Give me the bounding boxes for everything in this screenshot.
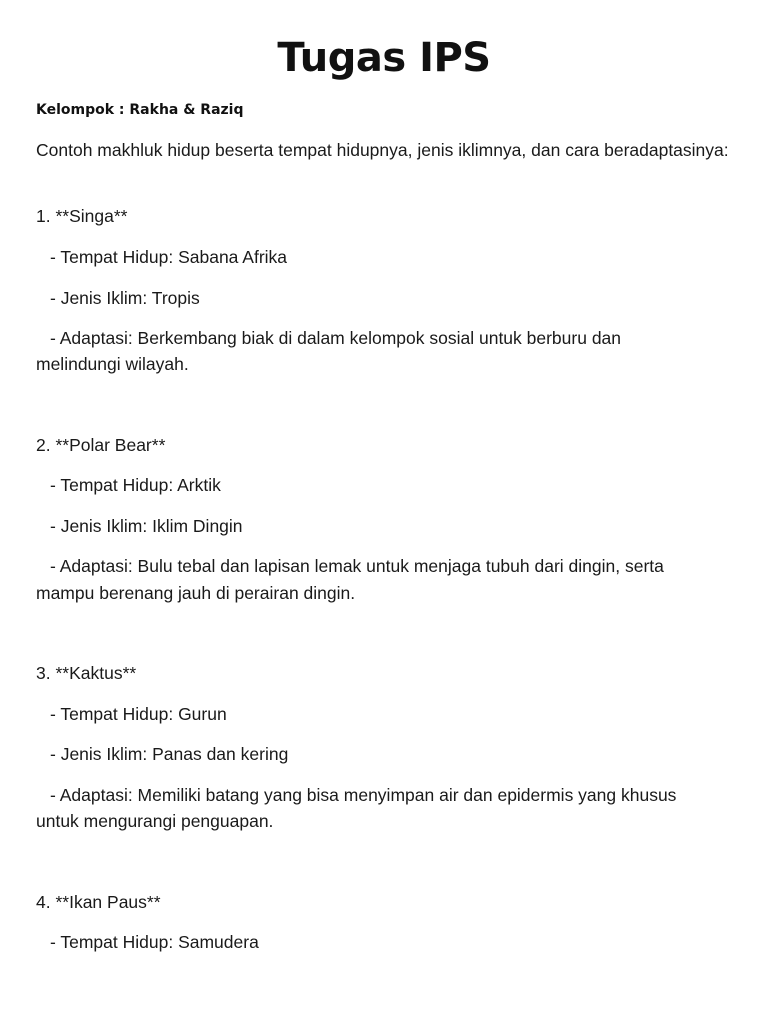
item-1-heading: 1. **Singa** [36,206,128,226]
item-1-climate: - Jenis Iklim: Tropis [50,288,200,308]
item-2-habitat: - Tempat Hidup: Arktik [50,475,221,495]
item-3-adaptation-line1: - Adaptasi: Memiliki batang yang bisa menyimpan air dan epidermis yang khusus [50,785,677,805]
item-2-climate: - Jenis Iklim: Iklim Dingin [50,516,243,536]
item-3-adaptation-line2: untuk mengurangi penguapan. [36,811,274,831]
item-1-adaptation-line1: - Adaptasi: Berkembang biak di dalam kelompok sosial untuk berburu dan [50,328,622,348]
item-4-habitat: - Tempat Hidup: Samudera [50,932,259,952]
item-1-adaptation-line2: melindungi wilayah. [36,354,189,374]
group-label: Kelompok : Rakha & Raziq [36,102,244,118]
item-3-heading: 3. **Kaktus** [36,663,137,683]
item-2-adaptation-line1: - Adaptasi: Bulu tebal dan lapisan lemak untuk menjaga tubuh dari dingin, serta [50,556,664,576]
intro-paragraph: Contoh makhluk hidup beserta tempat hidupnya, jenis iklimnya, dan cara beradaptasinya: [36,140,729,160]
item-3-habitat: - Tempat Hidup: Gurun [50,704,227,724]
item-2-adaptation-line2: mampu berenang jauh di perairan dingin. [36,583,356,603]
page-title: Tugas IPS [277,35,491,81]
item-2-heading: 2. **Polar Bear** [36,435,166,455]
item-1-habitat: - Tempat Hidup: Sabana Afrika [50,247,288,267]
item-3-climate: - Jenis Iklim: Panas dan kering [50,744,289,764]
item-4-heading: 4. **Ikan Paus** [36,892,161,912]
